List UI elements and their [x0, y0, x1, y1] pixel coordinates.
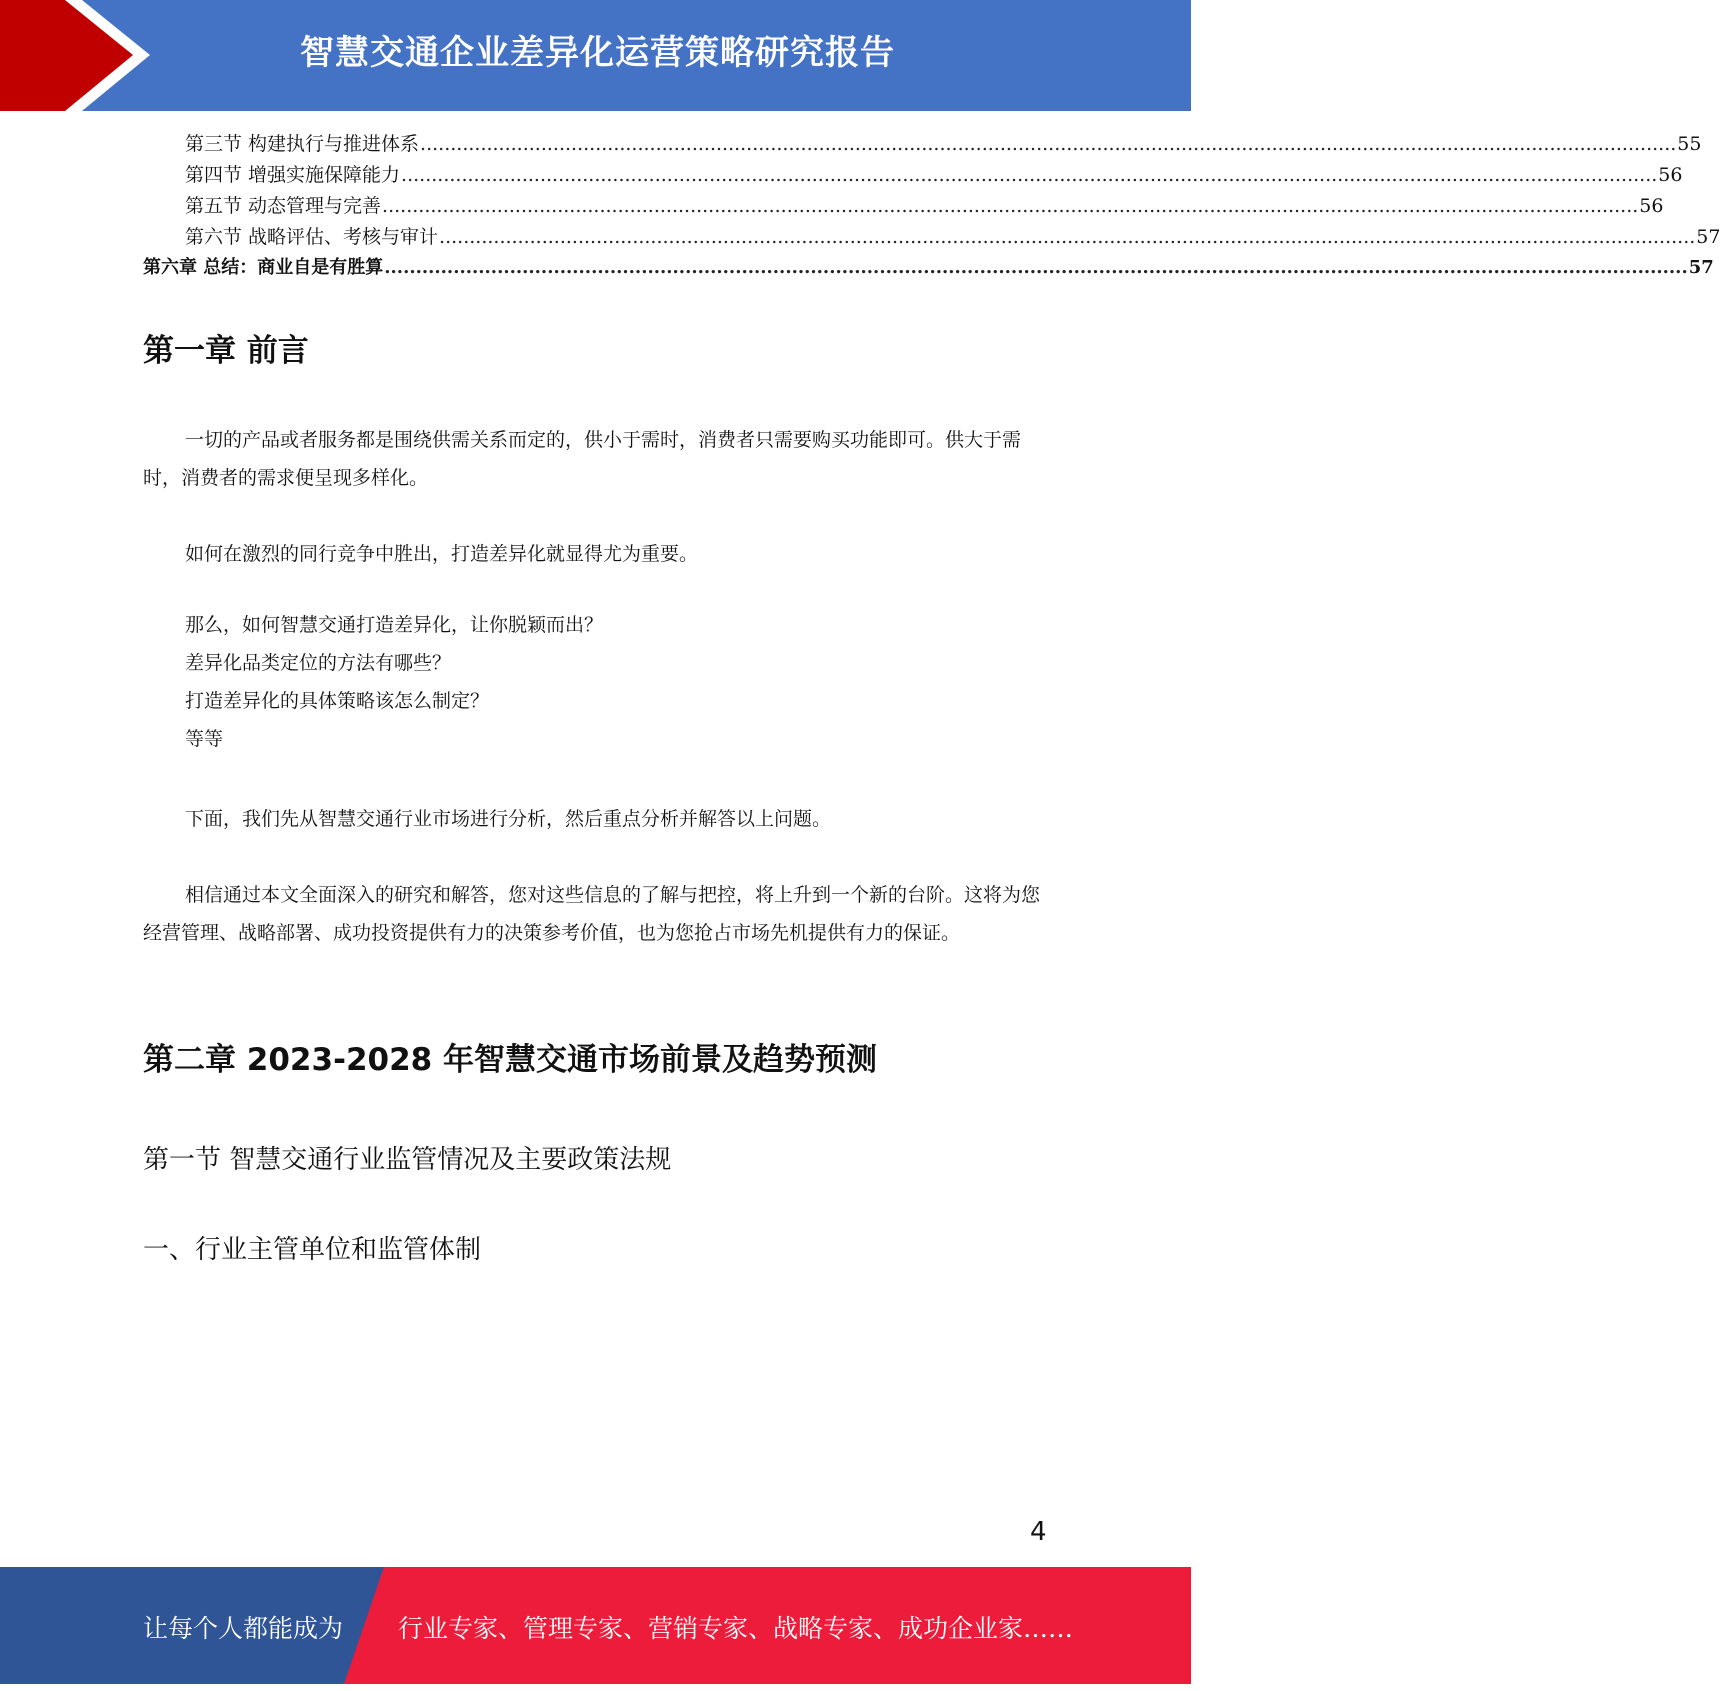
chapter-1-heading: 第一章 前言	[143, 333, 309, 369]
subsection-heading: 一、行业主管单位和监管体制	[143, 1235, 482, 1265]
toc-entry[interactable]	[143, 222, 1720, 253]
report-title: 智慧交通企业差异化运营策略研究报告	[300, 33, 895, 73]
toc-entry-label: 第六节 战略评估、考核与审计	[185, 226, 439, 248]
toc-entry-label: 第五节 动态管理与完善	[185, 195, 382, 217]
toc-entry-chapter[interactable]	[143, 253, 1714, 284]
toc-leader-dots: ................................................................................................................................................................................................................	[420, 133, 1677, 155]
toc-entry-page: 57	[1696, 226, 1720, 248]
question-line: 差异化品类定位的方法有哪些？	[185, 652, 452, 674]
question-line: 那么，如何智慧交通打造差异化，让你脱颖而出？	[185, 614, 604, 636]
header-banner	[0, 0, 1191, 111]
toc-entry[interactable]	[143, 129, 1702, 160]
toc-entry[interactable]	[143, 160, 1683, 191]
toc-entry-page: 57	[1688, 257, 1714, 278]
toc-leader-dots: ................................................................................................................................................................................................................	[439, 226, 1696, 248]
red-chevron-shape	[0, 0, 150, 111]
intro-paragraph-4: 相信通过本文全面深入的研究和解答，您对这些信息的了解与把控，将上升到一个新的台阶。这将为您经营管理、战略部署、成功投资提供有力的决策参考价值，也为您抢占市场先机提供有力的保证。	[143, 884, 1041, 944]
question-line: 等等	[185, 728, 224, 750]
toc-entry-page: 56	[1639, 195, 1664, 217]
toc-entry-label: 第四节 增强实施保障能力	[185, 164, 401, 186]
toc-entry-page: 55	[1677, 133, 1702, 155]
table-of-contents	[143, 129, 1720, 284]
intro-paragraph-2: 如何在激烈的同行竞争中胜出，打造差异化就显得尤为重要。	[185, 543, 699, 565]
intro-paragraph-1: 一切的产品或者服务都是围绕供需关系而定的，供小于需时，消费者只需要购买功能即可。供大于需时，消费者的需求便呈现多样化。	[143, 429, 1022, 489]
page-number: 4	[1030, 1517, 1047, 1547]
toc-leader-dots: ................................................................................................................................................................................................................	[382, 195, 1639, 217]
toc-entry-label: 第六章 总结：商业自是有胜算	[143, 257, 384, 278]
toc-leader-dots: ................................................................................................................................................................................................................	[401, 164, 1658, 186]
intro-paragraph-3: 下面，我们先从智慧交通行业市场进行分析，然后重点分析并解答以上问题。	[185, 808, 832, 830]
question-line: 打造差异化的具体策略该怎么制定？	[185, 690, 490, 712]
toc-entry[interactable]	[143, 191, 1664, 222]
toc-entry-label: 第三节 构建执行与推进体系	[185, 133, 420, 155]
footer-slogan-left: 让每个人都能成为	[143, 1614, 344, 1643]
section-heading: 第一节 智慧交通行业监管情况及主要政策法规	[143, 1145, 672, 1175]
toc-entry-page: 56	[1658, 164, 1683, 186]
toc-leader-dots: ................................................................................................................................................................................................................	[384, 257, 1688, 278]
chapter-2-heading: 第二章 2023-2028 年智慧交通市场前景及趋势预测	[143, 1042, 878, 1078]
footer-slogan-right: 行业专家、管理专家、营销专家、战略专家、成功企业家……	[398, 1614, 1074, 1643]
footer-banner	[0, 1567, 1191, 1684]
